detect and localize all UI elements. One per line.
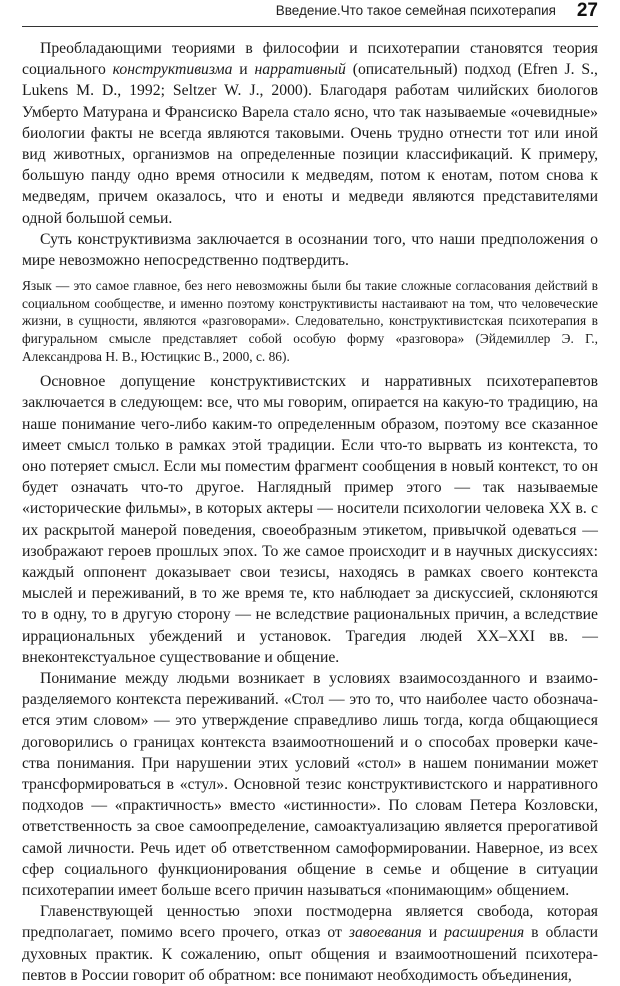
- page-number: 27: [576, 0, 598, 21]
- text-run: (описательный) подход (Efren J. S., Lukens M. D., 1992; Seltzer W. J., 2000). Благодаря работам чилийских биологов Умберто Матурана и Франсиско Варела стало ясно, что так называемые «очевидные» биологии факты не всегда являются таковыми. Очень трудно отнести тот или иной вид животных, организмов на определенные позиции классификаций. К примеру, большую панду одно время относили к медведям, потом к енотам, потом снова к медведям, причем оказалось, что и еноты и медведи являются представителями одной большой семьи.: [22, 61, 598, 227]
- quote-block: [22, 277, 598, 365]
- paragraph-3: [22, 371, 598, 668]
- text-run: Понимание между людьми возникает в условиях взаимосозданного и взаиморазделяемого контекста переживаний. «Стол — это то, что наиболее часто обозначается этим словом» — это утверждение справедливо лишь тогда, когда общающиеся договорились о границах контекста взаимоотношений и о способах проверки качества понимания. При нарушении этих условий «стол» в нашем понимании может трансформироваться в «стул». Основной тезис конструктивистского и нарративного подходов — «практичность» вместо «истинности». По словам Петера Козловски, ответственность за свое самоопределение, самоактуализацию является прерогативой самой личности. Речь идет об ответственном самоформировании. Наверное, из всех сфер социального функционирования общение в семье и общение в ситуации психотерапии имеет больше всего причин называться «понимающим» общением.: [22, 670, 598, 900]
- italic-term: нарративный: [254, 61, 346, 79]
- text-run: Преобладающими теориями в философии и психотерапии становятся теория социального: [22, 40, 598, 79]
- paragraph-1: [22, 38, 598, 229]
- paragraph-4: [22, 668, 598, 901]
- paragraph-2: [22, 229, 598, 271]
- italic-term: конструктивизма: [112, 61, 233, 79]
- text-run: в области духовных практик. К сожалению, опыт общения и взаимоотношений психотерапевтов в России говорит об обратном: все понимают необходимость объединения,: [22, 924, 598, 984]
- text-run: и: [232, 61, 255, 79]
- italic-term: расширения: [444, 924, 525, 942]
- running-title: Введение.Что такое семейная психотерапия: [275, 3, 556, 18]
- running-head: [22, 0, 598, 27]
- text-run: Суть конструктивизма заключается в осознании того, что наши предположения о мире невозможно непосредственно подтвердить.: [22, 230, 598, 270]
- text-run: Основное допущение конструктивистских и нарративных психотерапевтов заключается в следующем: все, что мы говорим, опирается на какую-то традицию, на наше понимание чего-либо каким-то определенным образом, поэтому все сказанное имеет смысл только в рамках этой традиции. Если что-то вырвать из контекста, то оно потеряет смысл. Если мы поместим фрагмент сообщения в новый контекст, то он будет означать что-то другое. Наглядный пример этого — так называемые «исторические фильмы», в которых актеры — носители психологии человека XX в. с их раскрытой манерой поведения, своеобразным этикетом, привычкой одеваться — изображают героев прошлых эпох. То же самое происходит и в научных дискуссиях: каждый оппонент доказывает свои тезисы, находясь в рамках своего контекста мыслей и переживаний, в то же время те, кто наблюдает за дискуссией, склоняются то в одну, то в другую сторону — не вследствие рациональных причин, а вследствие иррациональных убеждений и установок. Трагедия людей XX–XXI вв. — внеконтекстуальное существование и общение.: [22, 373, 598, 666]
- italic-term: завоевания: [348, 924, 422, 942]
- text-run: и: [421, 924, 445, 942]
- text-run: Язык — это самое главное, без него невозможны были бы такие сложные согласования действий в социальном сообществе, и именно поэтому конструктивисты настаивают на том, что человеческие жизни, в сущности, являются «разговорами». Следовательно, конструктивистская психотерапия в фигуральном смысле представляет собой особую форму «разговора» (Эйдемиллер Э. Г., Александрова Н. В., Юстицкис В., 2000, с. 86).: [22, 278, 598, 364]
- text-run: Главенствующей ценностью эпохи постмодерна является свобода, которая предполагает, помимо всего прочего, отказ от: [22, 903, 598, 942]
- paragraph-5: [22, 901, 598, 986]
- body-text: [22, 38, 598, 986]
